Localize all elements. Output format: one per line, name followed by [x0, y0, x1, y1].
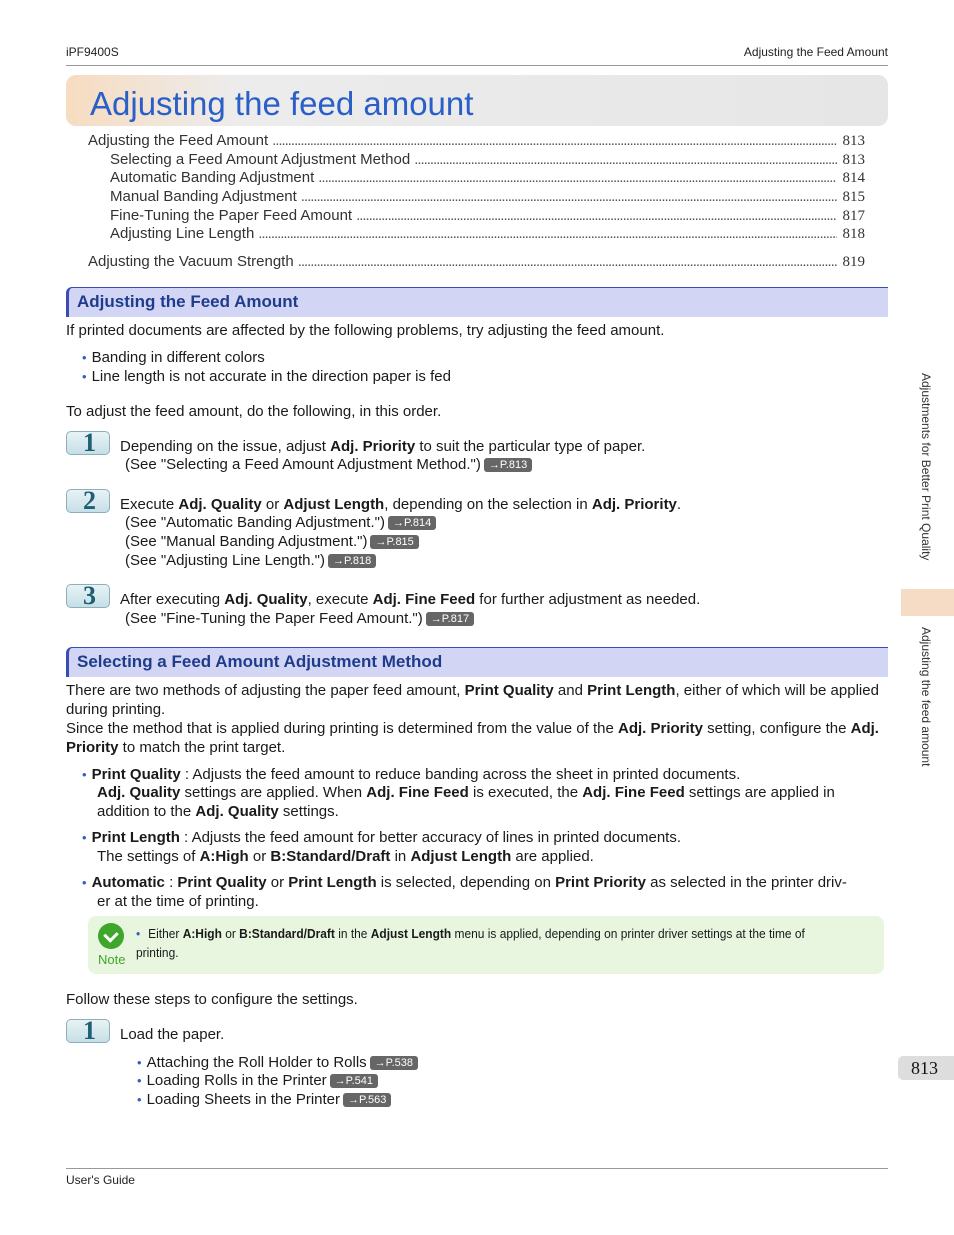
step-reference[interactable]: (See "Automatic Banding Adjustment.") →P.814 — [125, 513, 436, 532]
side-chapter-label: Adjustments for Better Print Quality — [919, 373, 933, 561]
side-tab-marker — [901, 589, 954, 616]
note-check-icon — [98, 923, 124, 949]
step-text: Execute Adj. Quality or Adjust Length, depending on the selection in Adj. Priority. — [120, 496, 682, 513]
note-text: • Either A:High or B:Standard/Draft in the Adjust Length menu is applied, depending on printer driver settings at the time of printing. — [136, 926, 805, 960]
step-reference[interactable]: (See "Fine-Tuning the Paper Feed Amount.") →P.817 — [125, 609, 474, 628]
header-section: Adjusting the Feed Amount — [743, 45, 888, 59]
step-number: 3 — [66, 584, 110, 608]
footer-text: User's Guide — [66, 1173, 135, 1187]
page-title-bar — [66, 75, 888, 126]
follow-text: Follow these steps to configure the settings. — [66, 991, 358, 1008]
list-item: • Line length is not accurate in the direction paper is fed — [82, 368, 451, 385]
toc-item[interactable]: Adjusting the Feed Amount . . . 813 — [88, 132, 865, 151]
header-model: iPF9400S — [66, 45, 119, 59]
step-number: 1 — [66, 431, 110, 455]
section-heading: Adjusting the Feed Amount — [66, 287, 888, 317]
list-item: • Print Quality : Adjusts the feed amount to reduce banding across the sheet in printed documents. — [82, 766, 741, 783]
toc-item[interactable]: Automatic Banding Adjustment . . . 814 — [110, 169, 865, 188]
page-link[interactable]: →P.563 — [343, 1093, 391, 1107]
step-number: 2 — [66, 489, 110, 513]
toc-item[interactable]: Manual Banding Adjustment . . . 815 — [110, 188, 865, 207]
page-link[interactable]: →P.818 — [328, 554, 376, 568]
step-reference[interactable]: (See "Selecting a Feed Amount Adjustment Method.") →P.813 — [125, 455, 532, 474]
footer-divider — [66, 1168, 888, 1169]
toc-item[interactable]: Fine-Tuning the Paper Feed Amount . . . 817 — [110, 207, 865, 226]
link-item[interactable]: • Attaching the Roll Holder to Rolls →P.538 — [137, 1053, 418, 1072]
page-link[interactable]: →P.538 — [370, 1056, 418, 1070]
step-reference[interactable]: (See "Adjusting Line Length.") →P.818 — [125, 551, 376, 570]
page-link[interactable]: →P.813 — [484, 458, 532, 472]
step-reference[interactable]: (See "Manual Banding Adjustment.") →P.815 — [125, 532, 419, 551]
list-item: • Banding in different colors — [82, 349, 265, 366]
toc-item[interactable]: Adjusting Line Length . . . 818 — [110, 225, 865, 244]
toc-item[interactable]: Adjusting the Vacuum Strength . . . 819 — [88, 253, 865, 272]
list-item: • Automatic : Print Quality or Print Length is selected, depending on Print Priority as selected in the printer driv- — [82, 874, 847, 891]
order-text: To adjust the feed amount, do the following, in this order. — [66, 403, 442, 420]
page-link[interactable]: →P.814 — [388, 516, 436, 530]
section-heading: Selecting a Feed Amount Adjustment Method — [66, 647, 888, 677]
list-item-detail: The settings of A:High or B:Standard/Draft in Adjust Length are applied. — [97, 848, 594, 865]
list-item: • Print Length : Adjusts the feed amount for better accuracy of lines in printed documents. — [82, 829, 681, 846]
page-link[interactable]: →P.815 — [370, 535, 418, 549]
list-item-detail: er at the time of printing. — [97, 893, 259, 910]
step-number: 1 — [66, 1019, 110, 1043]
link-item[interactable]: • Loading Rolls in the Printer →P.541 — [137, 1071, 378, 1090]
page-link[interactable]: →P.817 — [426, 612, 474, 626]
note-label: Note — [98, 952, 126, 967]
header-divider — [66, 65, 888, 66]
step-text: After executing Adj. Quality, execute Adj. Fine Feed for further adjustment as needed. — [120, 591, 701, 608]
toc-item[interactable]: Selecting a Feed Amount Adjustment Method . . . 813 — [110, 151, 865, 170]
note-box — [88, 916, 884, 974]
side-topic-label: Adjusting the feed amount — [919, 627, 933, 767]
page-number: 813 — [898, 1056, 954, 1080]
link-item[interactable]: • Loading Sheets in the Printer →P.563 — [137, 1090, 391, 1109]
page-link[interactable]: →P.541 — [330, 1074, 378, 1088]
step-text: Load the paper. — [120, 1026, 225, 1043]
body-paragraph: There are two methods of adjusting the paper feed amount, Print Quality and Print Length, either of which will be applied during printing. Since the method that is applied during printing is determined from the value of the Adj. Priority setting, configure the Adj. Priority to match the print target. — [66, 682, 879, 756]
step-text: Depending on the issue, adjust Adj. Priority to suit the particular type of paper. — [120, 438, 646, 455]
list-item-detail: Adj. Quality settings are applied. When Adj. Fine Feed is executed, the Adj. Fine Feed settings are applied in addition to the Adj. Quality settings. — [97, 784, 835, 820]
intro-text: If printed documents are affected by the following problems, try adjusting the feed amount. — [66, 322, 665, 339]
page-title: Adjusting the feed amount — [90, 85, 474, 122]
